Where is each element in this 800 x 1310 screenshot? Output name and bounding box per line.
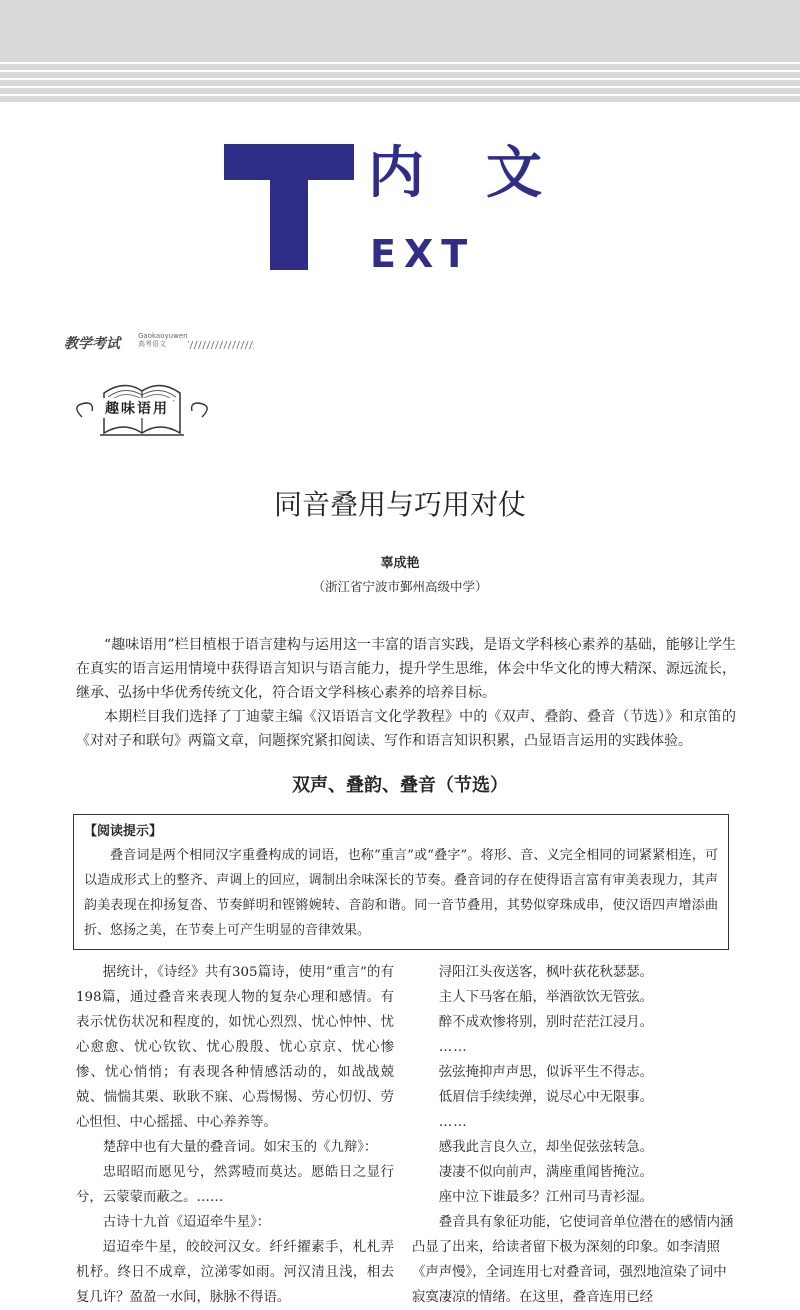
section-sub-text: 高考语文 bbox=[138, 340, 166, 348]
t-logo-cutout-left bbox=[224, 180, 270, 270]
body-paragraph: 座中泣下谁最多？江州司马青衫湿。 bbox=[438, 1190, 654, 1205]
body-paragraph: 楚辞中也有大量的叠音词。如宋玉的《九辩》： bbox=[102, 1140, 378, 1155]
body-right-column bbox=[412, 960, 736, 1310]
reading-tip-label: 【阅读提示】 bbox=[84, 824, 163, 839]
article-title: 同音叠用与巧用对仗 bbox=[273, 488, 526, 521]
t-logo-cutout-right bbox=[308, 180, 354, 270]
body-paragraph: …… bbox=[438, 1040, 468, 1055]
body-paragraph: 感我此言良久立，却坐促弦弦转急。 bbox=[438, 1140, 654, 1155]
top-banner bbox=[0, 0, 800, 102]
ext-heading: EXT bbox=[370, 232, 476, 276]
body-paragraph: 据统计，《诗经》共有305篇诗，使用“重言”的有198篇，通过叠音来表现人物的复杂心理和感情。有表示忧伤状况和程度的，如忧心烈烈、忧心忡忡、忧心愈愈、忧心钦钦、忧心殷殷、忧心京京、忧心惨惨、忧心悄悄；有表现各种情感活动的，如战战兢兢、惴惴其栗、耿耿不寐、心焉惕惕、劳心忉忉、劳心怛怛、中心摇摇、中心养养等。 bbox=[76, 965, 394, 1130]
body-paragraph: 叠音具有象征功能，它使词音单位潜在的感情内涵凸显了出来，给读者留下极为深刻的印象。如李清照《声声慢》，全词连用七对叠音词，强烈地渲染了词中寂寞凄凉的情绪。在这里，叠音连用已经 bbox=[412, 1215, 734, 1305]
section-sub-pinyin: Gaokaoyuwen bbox=[138, 332, 188, 340]
body-paragraph: 浔阳江头夜送客，枫叶荻花秋瑟瑟。 bbox=[438, 965, 654, 980]
body-left-column bbox=[76, 960, 394, 1310]
body-paragraph: 凄凄不似向前声，满座重闻皆掩泣。 bbox=[438, 1165, 654, 1180]
body-paragraph: 主人下马客在船，举酒欲饮无管弦。 bbox=[438, 990, 654, 1005]
body-paragraph: 忠昭昭而愿见兮，然霠曀而莫达。愿皓日之显行兮，云蒙蒙而蔽之。…… bbox=[76, 1165, 394, 1205]
body-paragraph: 醉不成欢惨将别，别时茫茫江浸月。 bbox=[438, 1015, 654, 1030]
section-label: 教学考试 bbox=[64, 336, 120, 352]
intro-text bbox=[76, 633, 736, 753]
nei-wen-heading: 内文 bbox=[368, 141, 604, 206]
article-author: 辜成艳 bbox=[380, 556, 420, 571]
body-paragraph: 迢迢牵牛星，皎皎河汉女。纤纤擢素手，札札弄机杼。终日不成章，泣涕零如雨。河汉清且浅，相去复几许？盈盈一水间，脉脉不得语。 bbox=[76, 1240, 394, 1305]
reading-tip-box bbox=[73, 814, 729, 950]
intro-paragraph: “趣味语用”栏目植根于语言建构与运用这一丰富的语言实践，是语文学科核心素养的基础，能够让学生在真实的语言运用情境中获得语言知识与语言能力，提升学生思维，体会中华文化的博大精深、源远流长，继承、弘扬中华优秀传统文化，符合语文学科核心素养的培养目标。 bbox=[76, 637, 736, 701]
banner-stripe bbox=[0, 94, 800, 96]
article-affiliation: （浙江省宁波市鄞州高级中学） bbox=[312, 579, 488, 594]
section-subhead: 双声、叠韵、叠音（节选） bbox=[292, 775, 508, 796]
banner-stripe bbox=[0, 86, 800, 88]
intro-paragraph: 本期栏目我们选择了丁迪蒙主编《汉语语言文化学教程》中的《双声、叠韵、叠音（节选）》和京笛的《对对子和联句》两篇文章，问题探究紧扣阅读、写作和语言知识积累，凸显语言运用的实践体验。 bbox=[76, 709, 736, 749]
section-sub bbox=[138, 332, 188, 348]
banner-stripe bbox=[0, 62, 800, 64]
body-paragraph: 弦弦掩抑声声思，似诉平生不得志。 bbox=[438, 1065, 654, 1080]
body-paragraph: 低眉信手续续弹，说尽心中无限事。 bbox=[438, 1090, 654, 1105]
body-paragraph: 古诗十九首《迢迢牵牛星》： bbox=[102, 1215, 271, 1230]
banner-stripe bbox=[0, 70, 800, 72]
hatch-decoration bbox=[188, 341, 254, 349]
column-badge: 趣味语用 bbox=[101, 398, 173, 418]
reading-tip-text: 叠音词是两个相同汉字重叠构成的词语，也称“重言”或“叠字”。将形、音、义完全相同的词紧紧相连，可以造成形式上的整齐、声调上的回应，调制出余味深长的节奏。叠音词的存在使得语言富有审美表现力，其声韵美表现在抑扬复沓、节奏鲜明和铿锵婉转、音韵和谐。同一音节叠用，其势似穿珠成串，使汉语四声增添曲折、悠扬之美，在节奏上可产生明显的音律效果。 bbox=[84, 848, 718, 938]
t-logo-block bbox=[224, 144, 354, 270]
body-paragraph: …… bbox=[438, 1115, 468, 1130]
banner-stripe bbox=[0, 78, 800, 80]
